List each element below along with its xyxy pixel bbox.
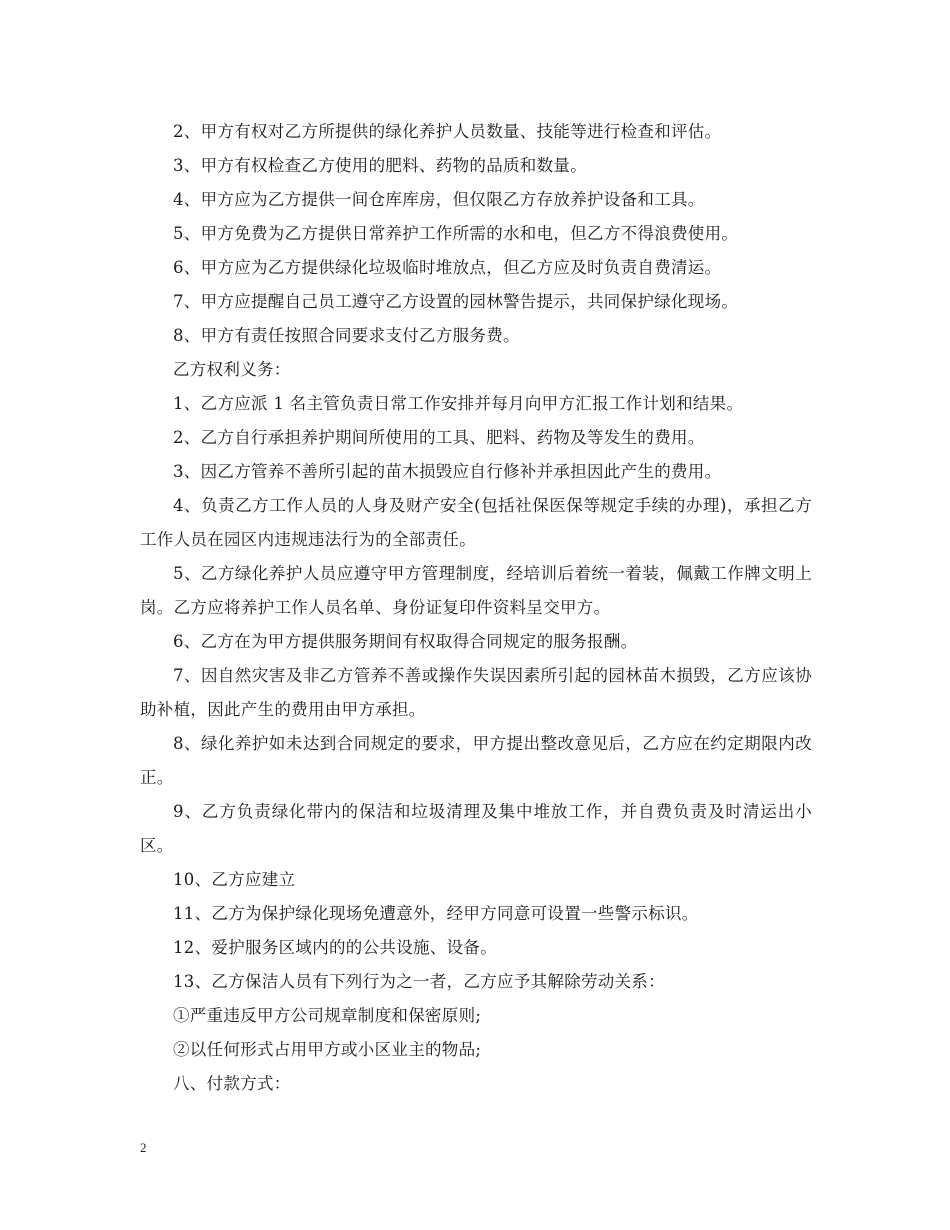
document-body (140, 115, 812, 1101)
paragraph: 6、乙方在为甲方提供服务期间有权取得合同规定的服务报酬。 (173, 632, 638, 651)
paragraph: 1、乙方应派 1 名主管负责日常工作安排并每月向甲方汇报工作计划和结果。 (173, 394, 744, 413)
paragraph: 2、甲方有权对乙方所提供的绿化养护人员数量、技能等进行检查和评估。 (173, 122, 722, 141)
paragraph: 6、甲方应为乙方提供绿化垃圾临时堆放点，但乙方应及时负责自费清运。 (173, 258, 722, 277)
page-number: 2 (140, 1140, 147, 1155)
paragraph: 7、甲方应提醒自己员工遵守乙方设置的园林警告提示，共同保护绿化现场。 (173, 292, 739, 311)
paragraph: 8、绿化养护如未达到合同规定的要求，甲方提出整改意见后，乙方应在约定期限内改正。 (140, 734, 812, 787)
paragraph: 4、甲方应为乙方提供一间仓库库房，但仅限乙方存放养护设备和工具。 (173, 190, 705, 209)
paragraph: 9、乙方负责绿化带内的保洁和垃圾清理及集中堆放工作，并自费负责及时清运出小区。 (140, 802, 812, 855)
list-item: ①严重违反甲方公司规章制度和保密原则; (173, 1006, 482, 1025)
paragraph: 7、因自然灾害及非乙方管养不善或操作失误因素所引起的园林苗木损毁，乙方应该协助补植，因此产生的费用由甲方承担。 (140, 666, 812, 719)
paragraph: 11、乙方为保护绿化现场免遭意外，经甲方同意可设置一些警示标识。 (173, 904, 699, 923)
section-heading: 八、付款方式： (173, 1074, 291, 1093)
paragraph: 12、爱护服务区域内的的公共设施、设备。 (173, 938, 497, 957)
list-item: ②以任何形式占用甲方或小区业主的物品; (173, 1040, 482, 1059)
paragraph: 5、甲方免费为乙方提供日常养护工作所需的水和电，但乙方不得浪费使用。 (173, 224, 739, 243)
paragraph: 3、甲方有权检查乙方使用的肥料、药物的品质和数量。 (173, 156, 587, 175)
paragraph: 8、甲方有责任按照合同要求支付乙方服务费。 (173, 326, 520, 345)
paragraph: 3、因乙方管养不善所引起的苗木损毁应自行修补并承担因此产生的费用。 (173, 462, 722, 481)
paragraph: 13、乙方保洁人员有下列行为之一者，乙方应予其解除劳动关系： (173, 972, 665, 991)
section-heading: 乙方权利义务： (173, 360, 291, 379)
paragraph: 10、乙方应建立 (173, 870, 296, 889)
paragraph: 5、乙方绿化养护人员应遵守甲方管理制度，经培训后着统一着装，佩戴工作牌文明上岗。乙方应将养护工作人员名单、身份证复印件资料呈交甲方。 (140, 564, 812, 617)
paragraph: 2、乙方自行承担养护期间所使用的工具、肥料、药物及等发生的费用。 (173, 428, 705, 447)
paragraph: 4、负责乙方工作人员的人身及财产安全(包括社保医保等规定手续的办理)，承担乙方工作人员在园区内违规违法行为的全部责任。 (140, 496, 812, 549)
